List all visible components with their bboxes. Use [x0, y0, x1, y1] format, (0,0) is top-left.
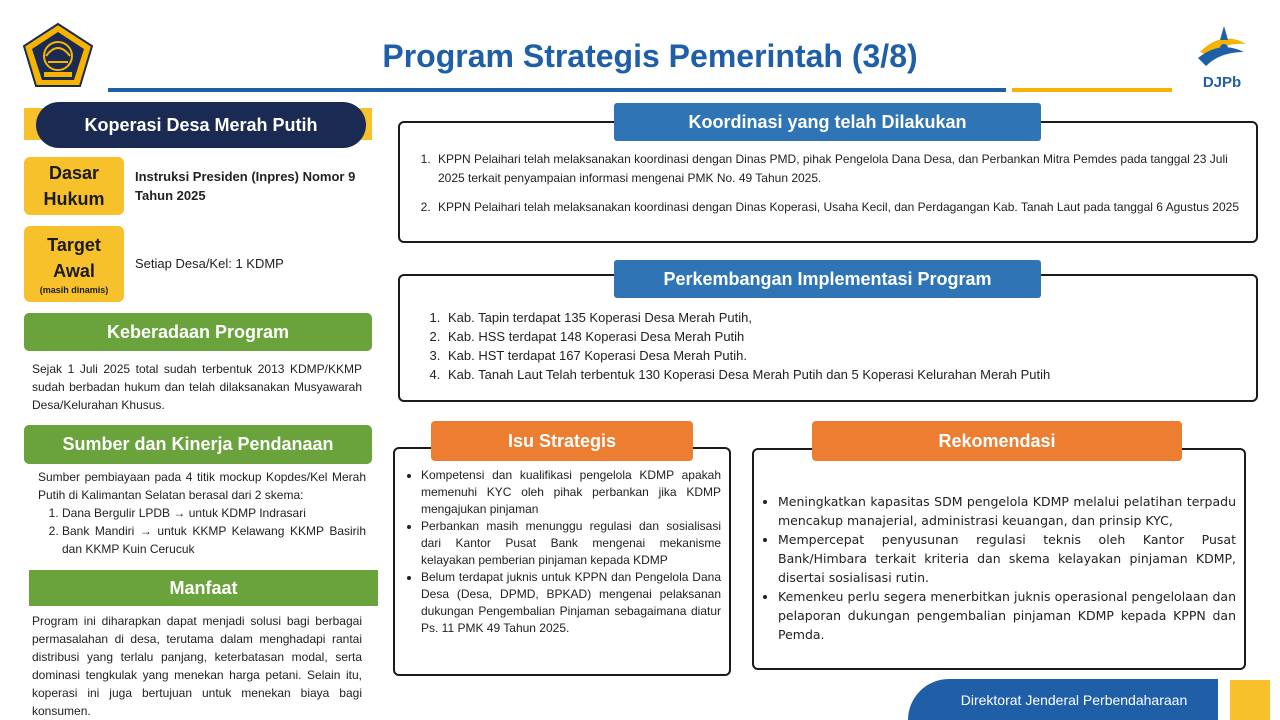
list-item: • Kompetensi dan kualifikasi pengelola KDMP apakah memenuhi KYC oleh pihak perbankan jika KDMP mengajukan pinjaman — [421, 467, 721, 518]
dasar-hukum-text: Instruksi Presiden (Inpres) Nomor 9 Tahun 2025 — [135, 169, 356, 203]
target-awal-text: Setiap Desa/Kel: 1 KDMP — [135, 256, 284, 271]
list-item: 1. Kab. Tapin terdapat 135 Koperasi Desa Merah Putih, — [444, 308, 1240, 327]
list-item: 2. Bank Mandiri → untuk KKMP Kelawang KKMP Basirih dan KKMP Kuin Cerucuk — [62, 522, 366, 558]
sumber-list — [38, 504, 366, 558]
title-underline-blue — [108, 88, 1006, 92]
perkembangan-content — [420, 308, 1240, 384]
list-item: • Perbankan masih menunggu regulasi dan sosialisasi dari Kantor Pusat Bank mengenai mekanisme kelayakan pemberian pinjaman kepada KDMP — [421, 518, 721, 569]
dasar-label-line1: Dasar — [48, 163, 100, 183]
rekomendasi-heading: Rekomendasi — [812, 421, 1182, 461]
list-item: • Kemenkeu perlu segera menerbitkan juknis operasional pengelolaan dan pelaporan dukungan pengembalian pinjaman KDMP kepada KPPN dan Pemda. — [778, 587, 1236, 644]
perkembangan-heading: Perkembangan Implementasi Program — [614, 260, 1041, 298]
manfaat-text: Program ini diharapkan dapat menjadi solusi bagi berbagai permasalahan di desa, terutama dalam menghadapi rantai distribusi yang terlalu panjang, keterbatasan modal, serta dominasi tengkulak yang menekan harga petani. Selain itu, koperasi ini juga bertujuan untuk menekan biaya bagi konsumen. — [32, 614, 362, 718]
list-item: 4. Kab. Tanah Laut Telah terbentuk 130 Koperasi Desa Merah Putih dan 5 Koperasi Kelurahan Merah Putih — [444, 365, 1240, 384]
perkembangan-list — [420, 308, 1240, 384]
keberadaan-program-text: Sejak 1 Juli 2025 total sudah terbentuk 2013 KDMP/KKMP sudah berbadan hukum dan telah dilaksanakan Musyawarah Desa/Kelurahan Khusus. — [32, 362, 362, 412]
target-label-line2: Awal — [53, 261, 95, 281]
footer-gold-block — [1230, 680, 1270, 720]
dasar-label-line2: Hukum — [43, 189, 105, 209]
rekomendasi-content — [762, 492, 1236, 644]
target-awal-tag — [24, 226, 124, 302]
title-underline-gold — [1012, 88, 1172, 92]
sumber-pendanaan-heading: Sumber dan Kinerja Pendanaan — [24, 425, 372, 464]
page-title: Program Strategis Pemerintah (3/8) — [382, 38, 918, 74]
program-title: Koperasi Desa Merah Putih — [36, 102, 366, 148]
manfaat-heading: Manfaat — [29, 570, 378, 606]
kemenkeu-emblem-icon — [22, 22, 94, 88]
list-item: 2. KPPN Pelaihari telah melaksanakan koordinasi dengan Dinas Koperasi, Usaha Kecil, dan Perdagangan Kab. Tanah Laut pada tanggal 6 Agustus 2025 — [434, 198, 1240, 217]
koordinasi-heading: Koordinasi yang telah Dilakukan — [614, 103, 1041, 141]
rekomendasi-list — [762, 492, 1236, 644]
isu-strategis-list — [403, 467, 721, 637]
list-item: 2. Kab. HSS terdapat 148 Koperasi Desa Merah Putih — [444, 327, 1240, 346]
sumber-pendanaan-content — [38, 468, 366, 572]
target-label-line1: Target — [47, 235, 101, 255]
footer-org-name: Direktorat Jenderal Perbendaharaan — [908, 679, 1218, 720]
sumber-intro: Sumber pembiayaan pada 4 titik mockup Kopdes/Kel Merah Putih di Kalimantan Selatan berasal dari 2 skema: — [38, 470, 366, 502]
dasar-hukum-tag — [24, 157, 124, 215]
list-item: • Mempercepat penyusunan regulasi teknis oleh Kantor Pusat Bank/Himbara terkait kriteria dan skema kelayakan pinjaman KDMP, disertai sosialisasi rutin. — [778, 530, 1236, 587]
koordinasi-content — [410, 150, 1240, 227]
djpb-label: DJPb — [1202, 74, 1242, 91]
isu-strategis-heading: Isu Strategis — [431, 421, 693, 461]
list-item: 3. Kab. HST terdapat 167 Koperasi Desa Merah Putih. — [444, 346, 1240, 365]
koordinasi-list — [410, 150, 1240, 217]
list-item: • Meningkatkan kapasitas SDM pengelola KDMP melalui pelatihan terpadu mencakup manajerial, administrasi keuangan, dan prinsip KYC, — [778, 492, 1236, 530]
list-item: 1. KPPN Pelaihari telah melaksanakan koordinasi dengan Dinas PMD, pihak Pengelola Dana Desa, dan Perbankan Mitra Pemdes pada tanggal 23 Juli 2025 terkait penyampaian informasi mengenai PMK No. 49 Tahun 2025. — [434, 150, 1240, 188]
keberadaan-program-heading: Keberadaan Program — [24, 313, 372, 351]
list-item: • Belum terdapat juknis untuk KPPN dan Pengelola Dana Desa (Desa, DPMD, BPKAD) mengenai pelaksanan dukungan Pengembalian Pinjaman sebagaimana diatur Ps. 11 PMK 49 Tahun 2025. — [421, 569, 721, 637]
isu-strategis-content — [403, 467, 721, 637]
target-note: (masih dinamis) — [39, 285, 109, 295]
list-item: 1. Dana Bergulir LPDB → untuk KDMP Indrasari — [62, 504, 366, 522]
